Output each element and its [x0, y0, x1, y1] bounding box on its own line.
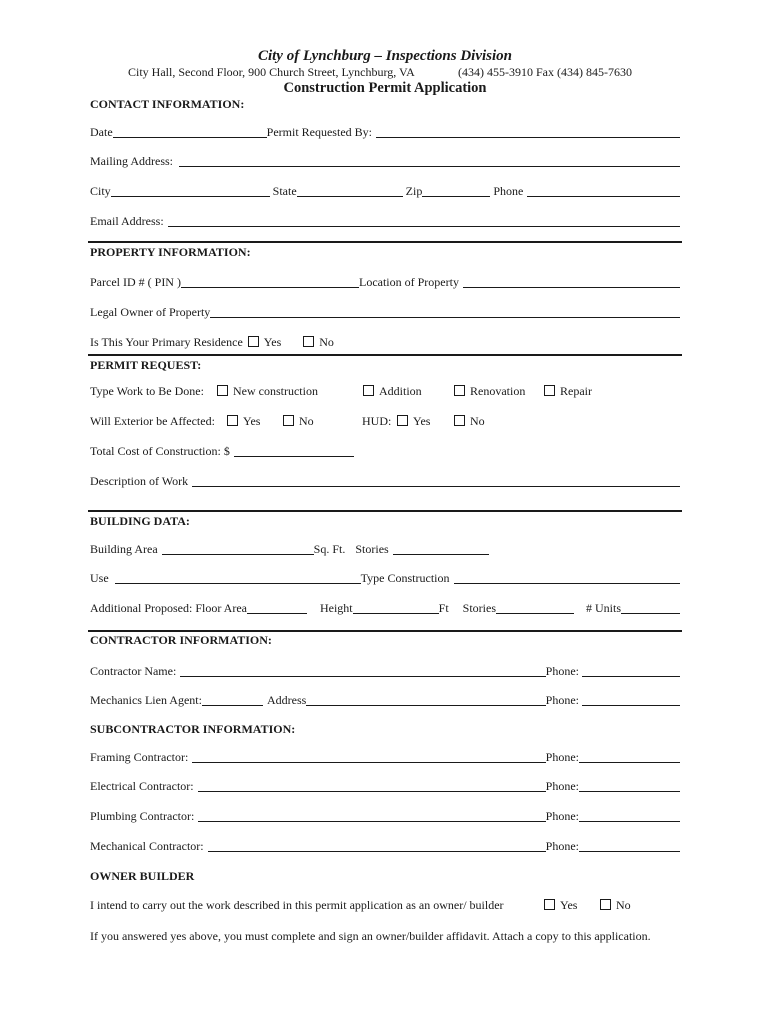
description-row	[90, 473, 680, 487]
additional-row	[90, 600, 680, 614]
permit-requested-by-label: Permit Requested By:	[266, 125, 372, 139]
mailing-address-field[interactable]	[179, 154, 680, 167]
mechanical-phone-field[interactable]	[579, 839, 680, 852]
description-label: Description of Work	[90, 474, 189, 488]
subcontractor-heading: SUBCONTRACTOR INFORMATION:	[90, 722, 296, 736]
mechanical-field[interactable]	[208, 839, 546, 852]
mechanical-phone-label: Phone:	[545, 839, 579, 853]
stories2-field[interactable]	[496, 601, 574, 614]
property-heading: PROPERTY INFORMATION:	[90, 245, 251, 259]
stories-label: Stories	[355, 542, 389, 556]
renovation-checkbox[interactable]	[454, 385, 465, 396]
plumbing-field[interactable]	[198, 809, 545, 822]
phone-field[interactable]	[527, 184, 680, 197]
type-work-label: Type Work to Be Done:	[90, 384, 204, 398]
exterior-label: Will Exterior be Affected:	[90, 414, 215, 428]
addition-checkbox[interactable]	[363, 385, 374, 396]
contractor-name-label: Contractor Name:	[90, 664, 177, 678]
city-field[interactable]	[111, 184, 270, 197]
exterior-yes-checkbox[interactable]	[227, 415, 238, 426]
owner-builder-no-label: No	[616, 898, 631, 912]
plumbing-phone-label: Phone:	[545, 809, 579, 823]
hud-no-checkbox[interactable]	[454, 415, 465, 426]
stories2-label: Stories	[462, 601, 497, 615]
permit-requested-by-field[interactable]	[376, 125, 680, 138]
total-cost-field[interactable]	[234, 444, 354, 457]
units-label: # Units	[586, 601, 622, 615]
phone-label: Phone	[493, 184, 524, 198]
lien-address-label: Address	[266, 693, 307, 707]
mechanical-row	[90, 838, 680, 852]
building-area-row	[90, 541, 510, 555]
owner-builder-yes-checkbox[interactable]	[544, 899, 555, 910]
legal-owner-label: Legal Owner of Property	[90, 305, 211, 319]
owner-builder-heading: OWNER BUILDER	[90, 869, 195, 883]
contractor-name-field[interactable]	[180, 664, 545, 677]
plumbing-phone-field[interactable]	[579, 809, 680, 822]
divider	[88, 630, 682, 632]
state-field[interactable]	[297, 184, 403, 197]
lien-agent-field[interactable]	[202, 693, 263, 706]
location-label: Location of Property	[358, 275, 459, 289]
framing-phone-field[interactable]	[579, 750, 680, 763]
owner-builder-statement: I intend to carry out the work described in this permit application as an owner/ builder	[90, 898, 504, 912]
lien-phone-label: Phone:	[545, 693, 579, 707]
owner-row	[90, 304, 680, 318]
new-construction-label: New construction	[233, 384, 318, 398]
height-label: Height	[319, 601, 353, 615]
city-address: City Hall, Second Floor, 900 Church Street, Lynchburg, VA	[128, 65, 415, 79]
floor-area-label: Additional Proposed: Floor Area	[90, 601, 247, 615]
residence-no-checkbox[interactable]	[303, 336, 314, 347]
units-field[interactable]	[621, 601, 680, 614]
location-field[interactable]	[463, 275, 680, 288]
divider	[88, 510, 682, 512]
mechanical-label: Mechanical Contractor:	[90, 839, 204, 853]
hud-yes-checkbox[interactable]	[397, 415, 408, 426]
hud-no-label: No	[470, 414, 485, 428]
use-label: Use	[90, 571, 109, 585]
divider	[88, 354, 682, 356]
parcel-id-field[interactable]	[181, 275, 359, 288]
plumbing-row	[90, 808, 680, 822]
zip-label: Zip	[405, 184, 423, 198]
residence-no-label: No	[319, 335, 334, 349]
exterior-no-checkbox[interactable]	[283, 415, 294, 426]
city-title: City of Lynchburg – Inspections Division	[257, 48, 513, 64]
city-row	[90, 183, 680, 197]
parcel-id-label: Parcel ID # ( PIN )	[90, 275, 181, 289]
residence-row	[90, 334, 680, 348]
electrical-phone-field[interactable]	[579, 779, 680, 792]
exterior-no-label: No	[299, 414, 314, 428]
permit-heading: PERMIT REQUEST:	[90, 358, 202, 372]
height-field[interactable]	[353, 601, 439, 614]
date-row	[90, 124, 680, 138]
type-construction-label: Type Construction	[360, 571, 450, 585]
contractor-phone-field[interactable]	[582, 664, 680, 677]
email-label: Email Address:	[90, 214, 164, 228]
electrical-field[interactable]	[198, 779, 546, 792]
stories-field[interactable]	[393, 542, 489, 555]
hud-yes-label: Yes	[413, 414, 431, 428]
total-cost-label: Total Cost of Construction: $	[90, 444, 230, 458]
contractor-phone-label: Phone:	[545, 664, 579, 678]
contractor-row	[90, 663, 680, 677]
residence-yes-checkbox[interactable]	[248, 336, 259, 347]
owner-builder-no-checkbox[interactable]	[600, 899, 611, 910]
ft-label: Ft	[438, 601, 449, 615]
owner-builder-yes-label: Yes	[560, 898, 578, 912]
sqft-label: Sq. Ft.	[313, 542, 346, 556]
building-area-label: Building Area	[90, 542, 158, 556]
date-label: Date	[90, 125, 113, 139]
city-label: City	[90, 184, 111, 198]
email-field[interactable]	[168, 214, 680, 227]
form-title: Construction Permit Application	[283, 80, 487, 96]
lien-agent-row	[90, 692, 680, 706]
mailing-address-label: Mailing Address:	[90, 154, 173, 168]
zip-field[interactable]	[422, 184, 490, 197]
total-cost-row	[90, 443, 370, 457]
framing-label: Framing Contractor:	[90, 750, 189, 764]
legal-owner-field[interactable]	[210, 305, 680, 318]
use-row	[90, 570, 680, 584]
type-construction-field[interactable]	[454, 571, 681, 584]
exterior-yes-label: Yes	[243, 414, 261, 428]
renovation-label: Renovation	[470, 384, 526, 398]
electrical-phone-label: Phone:	[545, 779, 579, 793]
repair-label: Repair	[560, 384, 592, 398]
phone-fax: (434) 455-3910 Fax (434) 845-7630	[458, 65, 632, 79]
mailing-row	[90, 153, 680, 167]
framing-row	[90, 749, 680, 763]
contractor-heading: CONTRACTOR INFORMATION:	[90, 633, 272, 647]
residence-yes-label: Yes	[263, 335, 282, 349]
use-field[interactable]	[115, 571, 361, 584]
primary-residence-label: Is This Your Primary Residence	[90, 335, 243, 349]
framing-field[interactable]	[192, 750, 545, 763]
lien-phone-field[interactable]	[582, 693, 680, 706]
description-field[interactable]	[192, 474, 680, 487]
date-field[interactable]	[113, 125, 267, 138]
repair-checkbox[interactable]	[544, 385, 555, 396]
floor-area-field[interactable]	[247, 601, 307, 614]
state-label: State	[272, 184, 297, 198]
addition-label: Addition	[379, 384, 422, 398]
divider	[88, 241, 682, 243]
electrical-row	[90, 778, 680, 792]
lien-agent-label: Mechanics Lien Agent:	[90, 693, 202, 707]
building-area-field[interactable]	[162, 542, 314, 555]
plumbing-label: Plumbing Contractor:	[90, 809, 195, 823]
new-construction-checkbox[interactable]	[217, 385, 228, 396]
owner-builder-note: If you answered yes above, you must complete and sign an owner/builder affidavit. Attach a copy to this application.	[90, 929, 651, 943]
electrical-label: Electrical Contractor:	[90, 779, 194, 793]
lien-address-field[interactable]	[306, 693, 545, 706]
building-heading: BUILDING DATA:	[90, 514, 190, 528]
framing-phone-label: Phone:	[545, 750, 579, 764]
hud-label: HUD:	[362, 414, 392, 428]
email-row	[90, 213, 680, 227]
contact-heading: CONTACT INFORMATION:	[90, 97, 245, 111]
parcel-row	[90, 274, 680, 288]
